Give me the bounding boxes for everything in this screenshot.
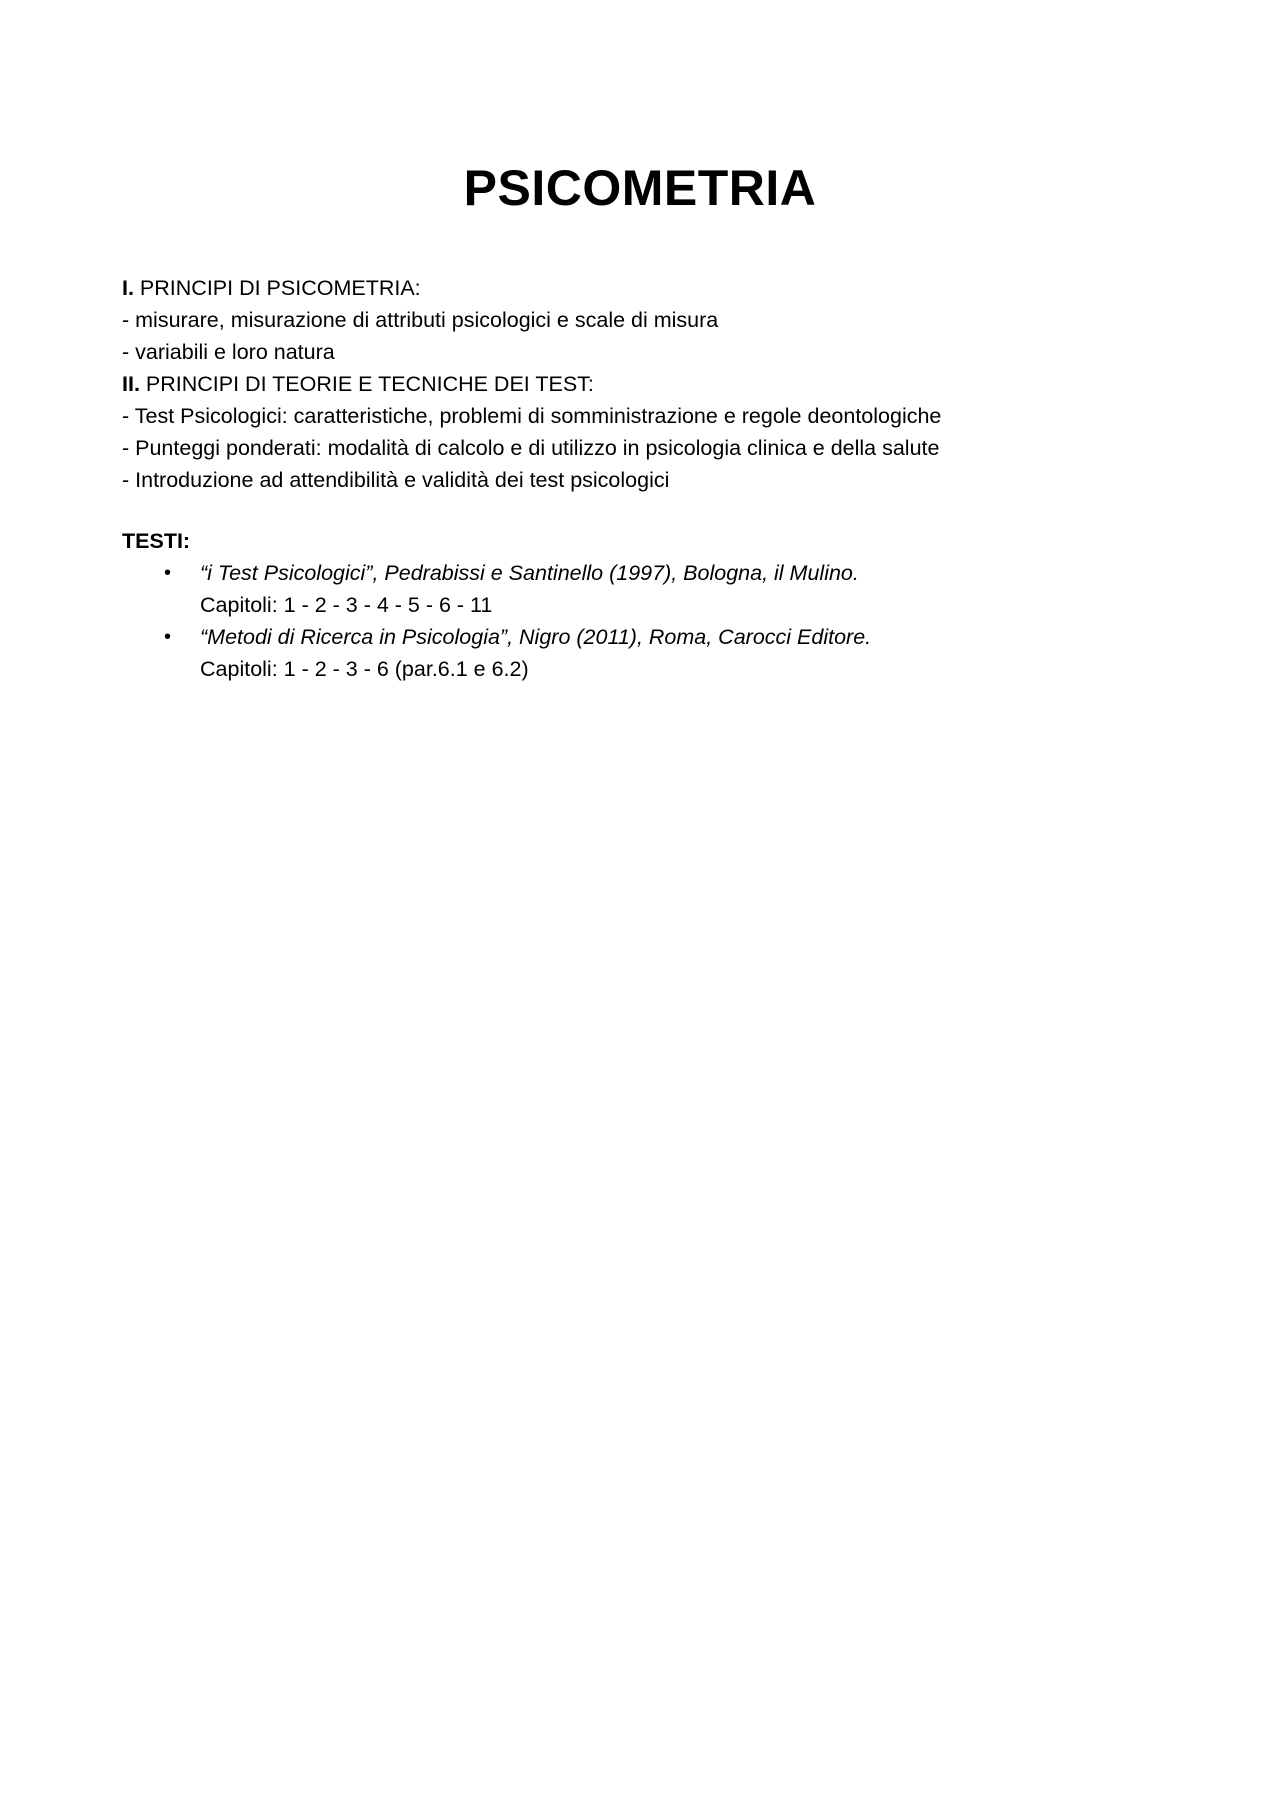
book-list (0, 557, 1280, 685)
program-item: - Introduzione ad attendibilità e validità dei test psicologici (122, 468, 670, 492)
section-number: II. (122, 372, 140, 396)
program-item: - Punteggi ponderati: modalità di calcolo e di utilizzo in psicologia clinica e della salute (122, 436, 940, 460)
course-program (122, 272, 1182, 496)
book-citation: “Metodi di Ricerca in Psicologia”, Nigro (2011), Roma, Carocci Editore. (200, 625, 872, 649)
book-citation: “i Test Psicologici”, Pedrabissi e Santinello (1997), Bologna, il Mulino. (200, 561, 859, 585)
page-title: PSICOMETRIA (463, 160, 817, 216)
section-title: PRINCIPI DI TEORIE E TECNICHE DEI TEST: (139, 372, 594, 396)
texts-heading: TESTI: (122, 529, 191, 553)
section-heading-1 (122, 272, 1182, 304)
program-item: - misurare, misurazione di attributi psicologici e scale di misura (122, 308, 719, 332)
section-heading-2 (122, 368, 1182, 400)
list-item (0, 621, 1280, 685)
section-number: I. (122, 276, 134, 300)
program-item: - variabili e loro natura (122, 340, 335, 364)
book-chapters: Capitoli: 1 - 2 - 3 - 6 (par.6.1 e 6.2) (200, 657, 529, 681)
book-chapters: Capitoli: 1 - 2 - 3 - 4 - 5 - 6 - 11 (200, 593, 493, 617)
list-item (0, 557, 1280, 621)
bullet-icon: • (164, 626, 172, 648)
program-item: - Test Psicologici: caratteristiche, problemi di somministrazione e regole deontologiche (122, 404, 942, 428)
section-title: PRINCIPI DI PSICOMETRIA: (133, 276, 421, 300)
bullet-icon: • (164, 562, 172, 584)
